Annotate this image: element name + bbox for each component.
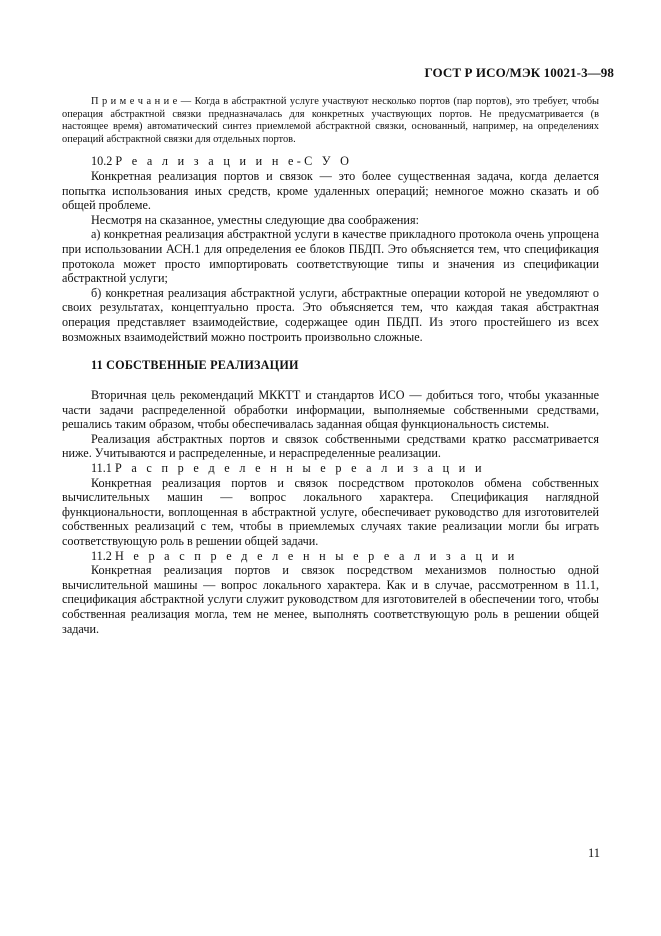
note-paragraph: [62, 96, 599, 146]
section-10-2-title-text: Р е а л и з а ц и и н е-С У О: [115, 154, 353, 169]
standard-header: ГОСТ Р ИСО/МЭК 10021-3—98: [424, 65, 614, 80]
section-11-2-title: [62, 549, 599, 564]
section-11-paragraph-1: Вторичная цель рекомендаций МККТТ и стандартов ИСО — добиться того, чтобы указанные части задачи распределенной обработки информации, выполняемые собственными средствами, решались таким образом, чтобы обеспечивалась заданная общая функциональность системы.: [62, 388, 599, 432]
section-10-2: [62, 154, 599, 344]
page-number: 11: [587, 846, 600, 860]
section-11-paragraph-2: Реализация абстрактных портов и связок собственными средствами кратко рассматривается ниже. Учитываются и распределенные, и нераспределенные реализации.: [62, 431, 599, 461]
section-10-2-item-a: а) конкретная реализация абстрактной услуги в качестве прикладного протокола очень упрощена при использовании АСН.1 для определения ее блоков ПБДП. Это объясняется тем, что спецификация протокола может просто импортировать соответствующие типы и значения из спецификации абстрактной услуги;: [62, 227, 599, 286]
note-text: — Когда в абстрактной услуге участвуют несколько портов (пар портов), это требует, чтобы операция абстрактной связки предназначалась для конкретных участвующих портов. Не предусматривается (в настоящее время) автоматический синтез приемлемой абстрактной связки, основанный, например, на определениях операций абстрактной связки для отдельных портов.: [62, 96, 599, 145]
document-body: [62, 96, 599, 636]
section-11-1-title-text: Р а с п р е д е л е н н ы е р е а л и з а ц и и: [114, 461, 485, 476]
section-11-1-number: 11.1: [91, 461, 115, 476]
section-10-2-item-b: б) конкретная реализация абстрактной услуги, абстрактные операции которой не уведомляют о своих результатах, концептуально проста. Это объясняется тем, что каждая такая абстрактная операция представляет взаимодействие, содержащее один ПБДП. Из этого простейшего из всех возможных взаимодействий можно построить произвольно сложные.: [62, 285, 599, 344]
section-10-2-paragraph-2: Несмотря на сказанное, уместны следующие два соображения:: [91, 212, 419, 227]
section-11-heading: 11 СОБСТВЕННЫЕ РЕАЛИЗАЦИИ: [91, 358, 299, 373]
section-10-2-title: [62, 154, 599, 169]
section-11-1-paragraph: Конкретная реализация портов и связок посредством протоколов обмена собственных вычислительных машин — вопрос локального характера. Спецификация наглядной функциональности, воплощенная в абстрактной услуге, обеспечивает руководство для изготовителей собственных реализаций с тем, чтобы в приемлемых случаях такие реализации могли бы играть соответствующую роль в решении общей задачи.: [62, 475, 599, 549]
note-label: П р и м е ч а н и е: [91, 96, 178, 107]
section-10-2-number: 10.2: [91, 154, 116, 169]
section-11-1-title: [62, 461, 599, 476]
section-10-2-paragraph-1: Конкретная реализация портов и связок — это более существенная задача, когда делается попытка использования иных средств, кроме удаленных операций; немногое можно сказать и об общей проблеме.: [62, 168, 599, 213]
section-11-2-title-text: Н е р а с п р е д е л е н н ы е р е а л и з а ц и и: [114, 548, 518, 563]
section-11-2-paragraph: Конкретная реализация портов и связок посредством механизмов полностью одной вычислительной машины — вопрос локального характера. Как и в случае, рассмотренном в 11.1, спецификация абстрактной услуги служит руководством для изготовителей в обеспечении того, чтобы собственная реализация могла, тем не менее, выполнять соответствующую роль в решении общей задачи.: [62, 563, 599, 636]
section-11: [62, 388, 599, 636]
section-11-2-number: 11.2: [91, 548, 115, 563]
